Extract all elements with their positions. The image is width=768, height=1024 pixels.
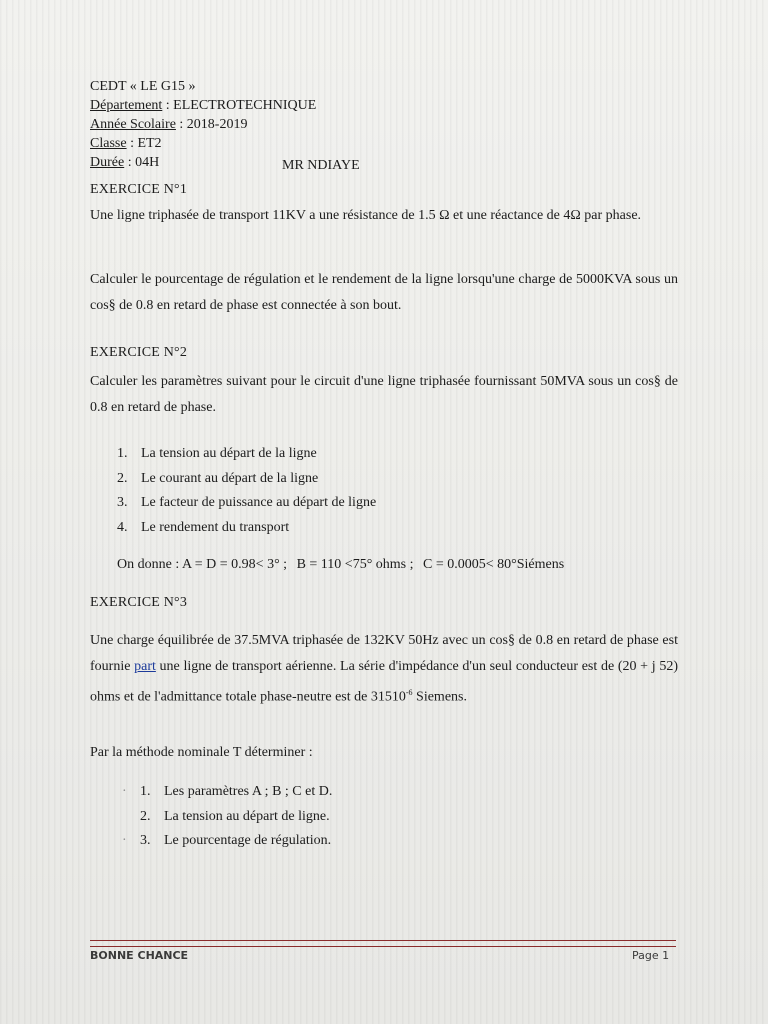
page-number: Page 1 — [632, 949, 670, 962]
statement-text-part-1: Une charge équilibrée de 37.5MVA triphasée de 132KV 50Hz avec un cos§ de 0.8 en retard de phase est fournie — [90, 633, 678, 674]
school-year-line — [90, 115, 316, 134]
school-name: CEDT « LE G15 » — [90, 79, 196, 94]
duration-label: Durée — [90, 155, 125, 170]
exercise-1-title: EXERCICE N°1 — [90, 182, 188, 197]
exercise-3-title: EXERCICE N°3 — [90, 595, 188, 610]
spelling-flagged-word[interactable]: part — [134, 659, 156, 674]
teacher-name: MR NDIAYE — [282, 158, 360, 173]
list-item — [117, 446, 376, 471]
list-item-number: 1. — [117, 446, 128, 461]
footer-message: BONNE CHANCE — [90, 949, 189, 962]
list-item-number: 4. — [117, 519, 128, 535]
list-item — [122, 809, 332, 834]
list-item-number: 3. — [117, 495, 128, 510]
department-value: : ELECTROTECHNIQUE — [162, 98, 317, 113]
class-label: Classe — [90, 136, 127, 151]
exponent: -6 — [405, 688, 413, 697]
list-item-text: La tension au départ de la ligne — [141, 446, 317, 461]
list-item-text: Les paramètres A ; B ; C et D. — [164, 784, 333, 799]
department-line — [90, 96, 316, 115]
exercise-2-title: EXERCICE N°2 — [90, 345, 188, 360]
given-c: C = 0.0005< 80°Siémens — [423, 557, 565, 572]
list-item-number: 1. — [140, 784, 151, 799]
list-item-number: 2. — [117, 470, 128, 486]
list-item-text: La tension au départ de ligne. — [164, 808, 330, 824]
exercise-2-statement: Calculer les paramètres suivant pour le circuit d'une ligne triphasée fournissant 50MVA sous un cos§ de 0.8 en retard de phase. — [90, 374, 678, 415]
school-year-value: : 2018-2019 — [175, 117, 248, 132]
list-item — [117, 520, 376, 545]
list-item — [117, 471, 376, 496]
class-value: : ET2 — [126, 136, 162, 151]
class-line — [90, 134, 316, 153]
list-item-number: 3. — [140, 833, 151, 848]
list-item-number: 2. — [140, 808, 151, 824]
list-item — [122, 784, 332, 809]
exercise-3-list — [122, 784, 332, 858]
given-a-d: On donne : A = D = 0.98< 3° ; — [117, 557, 288, 572]
department-label: Département — [90, 98, 163, 113]
statement-text-part-3: Siemens. — [412, 689, 467, 705]
footer-divider — [90, 940, 676, 947]
exercise-3-question: Par la méthode nominale T déterminer : — [90, 745, 313, 760]
exercise-2-list — [117, 446, 376, 544]
list-marker-icon: · — [122, 784, 127, 799]
duration-value: : 04H — [124, 155, 160, 170]
list-item — [117, 495, 376, 520]
list-item-text: Le facteur de puissance au départ de ligne — [141, 495, 377, 510]
exercise-3-statement — [90, 628, 678, 711]
list-item-text: Le rendement du transport — [141, 519, 290, 535]
list-item-text: Le pourcentage de régulation. — [164, 833, 332, 848]
given-b: B = 110 <75° ohms ; — [296, 557, 414, 572]
list-item — [122, 833, 332, 858]
list-item-text: Le courant au départ de la ligne — [141, 470, 319, 486]
list-marker-icon: · — [122, 833, 127, 848]
exercise-1-statement: Une ligne triphasée de transport 11KV a une résistance de 1.5 Ω et une réactance de 4Ω par phase. — [90, 208, 642, 223]
statement-text-part-2: une ligne de transport aérienne. La série d'impédance d'un seul conducteur est de (20 + j 52) ohms et de l'admittance totale phase-neutre est de 31510 — [90, 659, 678, 705]
exercise-2-given-values — [117, 557, 570, 573]
school-year-label: Année Scolaire — [90, 117, 176, 132]
exercise-1-question: Calculer le pourcentage de régulation et le rendement de la ligne lorsqu'une charge de 5000KVA sous un cos§ de 0.8 en retard de phase est connectée à son bout. — [90, 272, 678, 313]
